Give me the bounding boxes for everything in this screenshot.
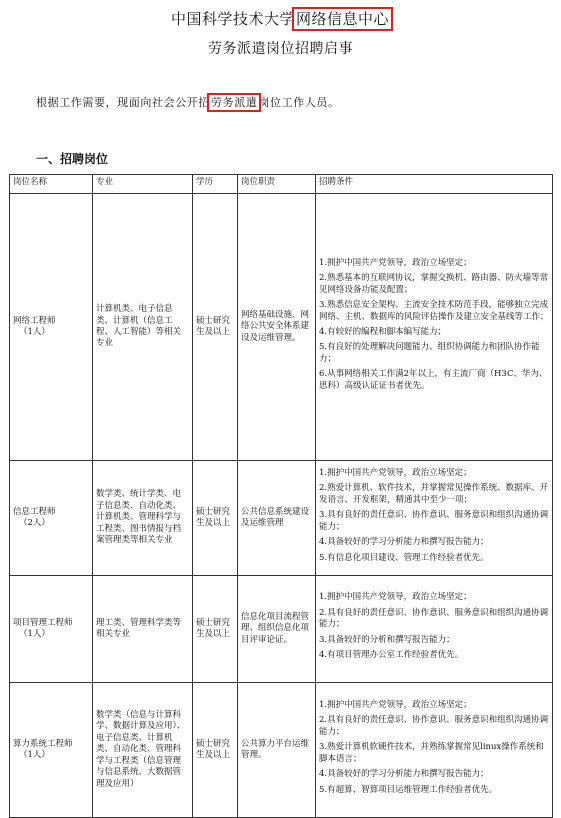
condition-item: 2.具有良好的责任意识、协作意识、服务意识和组织沟通协调能力；	[319, 715, 549, 737]
condition-item: 2.熟爱计算机、软件技术，并掌握常见操作系统、数据库、开发语言、开发框架，精通其中至少一项；	[319, 483, 549, 505]
condition-item: 1.拥护中国共产党领导，政治立场坚定；	[319, 699, 472, 710]
education-cell: 硕士研究生及以上	[193, 576, 238, 683]
intro-before: 根据工作需要，现面向社会公开招	[36, 96, 210, 109]
condition-item: 2.熟悉基本的互联网协议，掌握交换机、路由器、防火墙等常见网络设备功能及配置；	[319, 273, 549, 295]
table-row	[10, 461, 553, 576]
condition-item: 5.有信息化项目建设、管理工作经验者优先。	[319, 552, 489, 563]
table-row	[10, 576, 553, 683]
condition-item: 1.拥护中国共产党领导，政治立场坚定；	[319, 592, 472, 603]
condition-item: 5.有良好的处理解决问题能力、组织协调能力和团队协作能力；	[319, 342, 540, 364]
position-cell	[10, 194, 93, 461]
condition-item: 3.具备较好的分析和撰写报告能力；	[319, 634, 455, 645]
education-cell: 硕士研究生及以上	[193, 194, 238, 461]
document-title	[0, 8, 561, 29]
intro-after: 岗位工作人员。	[258, 96, 340, 109]
condition-item: 1.拥护中国共产党领导，政治立场坚定；	[319, 467, 472, 478]
position-name: 网络工程师	[13, 315, 56, 326]
table-row	[10, 194, 553, 461]
major-cell: 计算机类、电子信息类、计算机（信息工程、人工智能）等相关专业	[93, 194, 193, 461]
table-header-row	[10, 175, 553, 194]
position-count: （1人）	[19, 629, 50, 639]
major-cell: 理工类、管理科学类等相关专业	[93, 576, 193, 683]
condition-item: 4.具备较好的学习分析能力和撰写报告能力；	[319, 537, 489, 548]
title-prefix: 中国科学技术大学	[170, 10, 295, 28]
condition-item: 3.熟爱计算机软硬件技术，并熟练掌握常见linux操作系统和脚本语言；	[319, 742, 544, 764]
position-count: （1人）	[19, 327, 50, 337]
recruitment-table	[9, 174, 553, 818]
condition-item: 1.拥护中国共产党领导，政治立场坚定；	[319, 257, 472, 268]
conditions-cell	[316, 461, 553, 576]
position-cell	[10, 461, 93, 576]
table-row	[10, 683, 553, 818]
position-cell	[10, 683, 93, 818]
education-cell: 硕士研究生及以上	[193, 461, 238, 576]
position-name: 信息工程师	[13, 506, 56, 517]
header-education: 学历	[193, 175, 238, 194]
position-cell	[10, 576, 93, 683]
header-conditions: 招聘条件	[316, 175, 553, 194]
conditions-cell	[316, 576, 553, 683]
condition-item: 2.具有良好的责任意识、协作意识、服务意识和组织沟通协调能力；	[319, 607, 549, 630]
position-name: 项目管理工程师	[13, 617, 73, 628]
conditions-cell	[316, 194, 553, 461]
education-cell: 硕士研究生及以上	[193, 683, 238, 818]
duty-cell: 信息化项目流程管理、组织信息化项目评审论证。	[238, 576, 316, 683]
document-subtitle: 劳务派遣岗位招聘启事	[208, 41, 353, 57]
intro-paragraph	[36, 94, 546, 110]
title-highlight: 网络信息中心	[296, 10, 390, 28]
position-count: （1人）	[19, 750, 50, 760]
condition-item: 5.有超算、智算项目运维管理工作经验者优先。	[319, 784, 498, 795]
major-cell: 数学类、统计学类、电子信息类、自动化类、计算机类、管理科学与工程类、图书情报与档案管理类等相关专业	[93, 461, 193, 576]
conditions-cell	[316, 683, 553, 818]
condition-item: 6.从事网络相关工作满2年以上，有主流厂商（H3C、华为、思科）高级认证证书者优先。	[319, 369, 548, 391]
intro-highlight: 劳务派遣	[211, 96, 258, 109]
condition-item: 4.有项目管理办公室工作经验者优先。	[319, 650, 464, 661]
header-duty: 岗位职责	[238, 175, 316, 194]
condition-item: 4.有较好的编程和脚本编写能力；	[319, 327, 447, 337]
condition-item: 4.具备较好的学习分析能力和撰写报告能力；	[319, 769, 489, 780]
duty-cell: 公共信息系统建设及运维管理	[238, 461, 316, 576]
major-cell: 数学类（信息与计算科学、数据计算及应用）、电子信息类、计算机类、自动化类、管理科学与工程类（信息管理与信息系统、大数据管理及应用）	[93, 683, 193, 818]
duty-cell: 网络基础设施、网络公共安全体系建设及运维管理。	[238, 194, 316, 461]
header-position: 岗位名称	[10, 175, 93, 194]
position-count: （2人）	[19, 518, 50, 528]
section-heading: 一、招聘岗位	[36, 152, 109, 166]
condition-item: 3.具有良好的责任意识、协作意识、服务意识和组织沟通协调能力；	[319, 510, 549, 532]
position-name: 算力系统工程师	[13, 738, 73, 749]
condition-item: 3.熟悉信息安全架构、主流安全技术防范手段，能够独立完成网络、主机、数据库的风险评估操作及建立安全基线等工作；	[319, 300, 549, 322]
duty-cell: 公共算力平台运维管理。	[238, 683, 316, 818]
header-major: 专业	[93, 175, 193, 194]
